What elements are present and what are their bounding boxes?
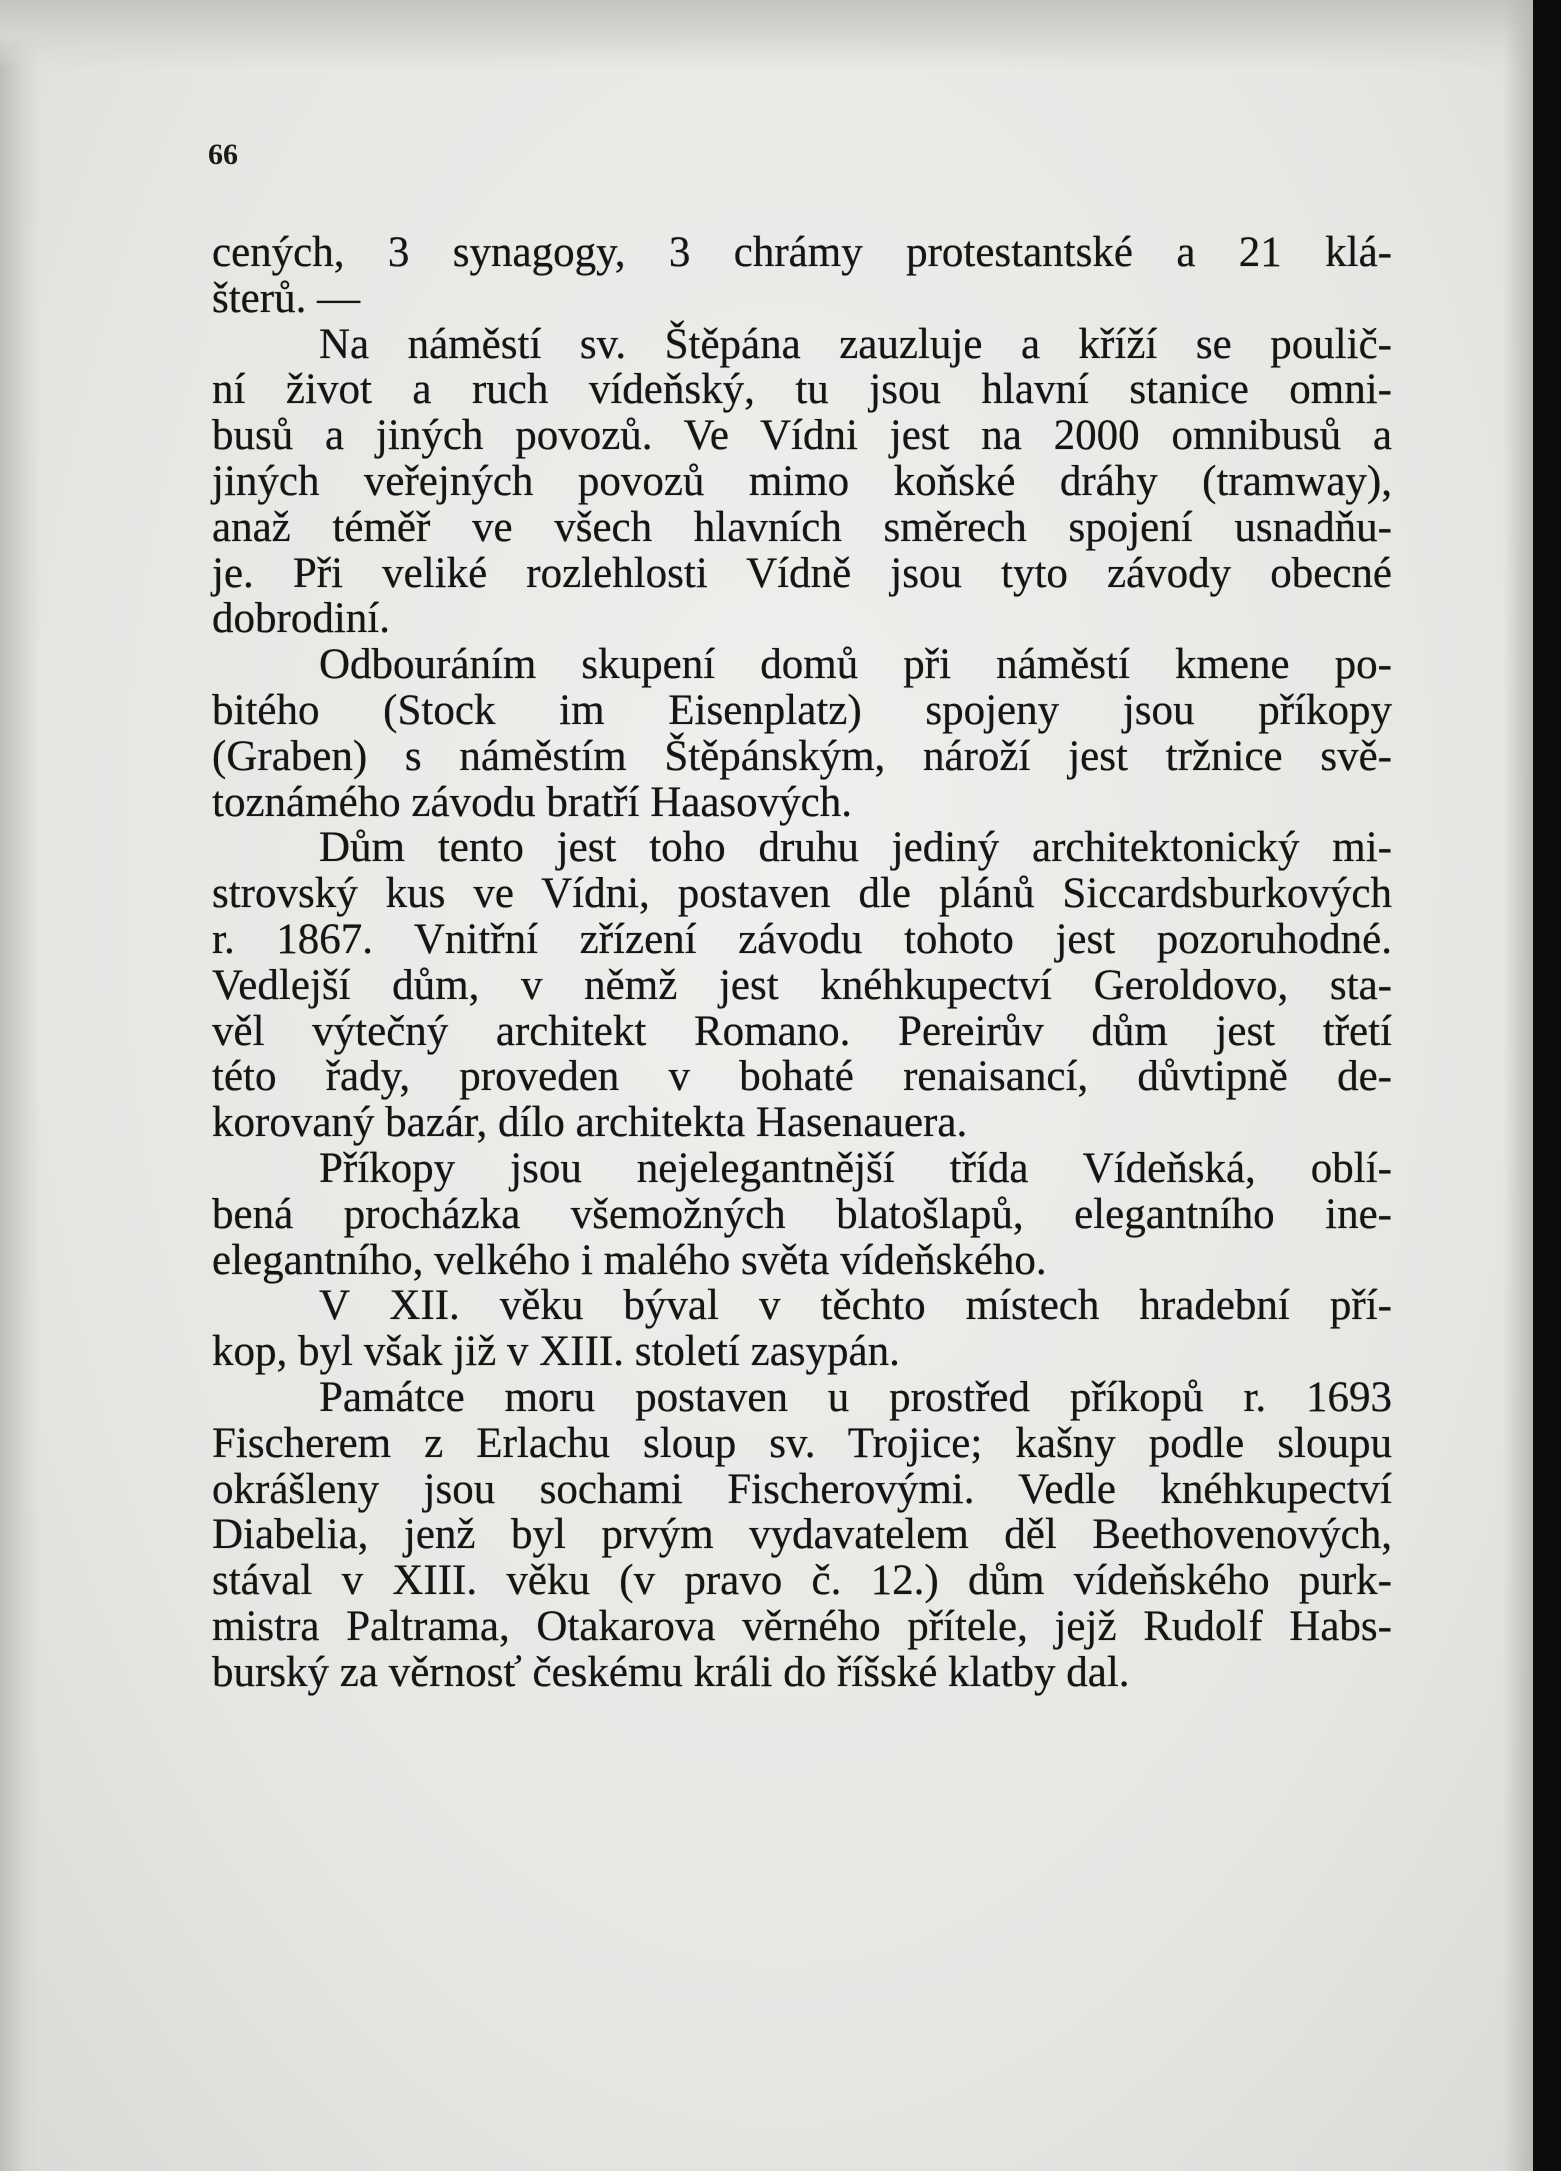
text-line: kop, byl však již v XIII. století zasypán. xyxy=(212,1328,900,1376)
paragraph-start-line: Památce moru postaven u prostřed příkopů r. 1693 xyxy=(319,1373,1392,1421)
text-line: mistra Paltrama, Otakarova věrného přítele, jejž Rudolf Habs- xyxy=(212,1602,1392,1650)
paragraph-start-line: Odbouráním skupení domů při náměstí kmene po- xyxy=(319,641,1392,689)
body-text xyxy=(212,230,1392,1696)
scan-edge-left xyxy=(0,0,40,2171)
text-line: jiných veřejných povozů mimo koňské dráhy (tramway), xyxy=(212,457,1392,505)
text-line: stával v XIII. věku (v pravo č. 12.) dům vídeňského purk- xyxy=(212,1557,1392,1605)
paragraph-start-line: Příkopy jsou nejelegantnější třída Vídeňská, oblí- xyxy=(319,1144,1392,1192)
text-line: burský za věrnosť českému králi do říšské klatby dal. xyxy=(212,1648,1130,1696)
text-line: šterů. — xyxy=(212,274,361,322)
text-line: Vedlejší dům, v němž jest knéhkupectví Geroldovo, sta- xyxy=(212,961,1392,1009)
scan-edge-shadow xyxy=(1503,0,1533,2171)
text-line: strovský kus ve Vídni, postaven dle plánů Siccardsburkových xyxy=(212,870,1392,918)
text-line: cených, 3 synagogy, 3 chrámy protestantské a 21 klá- xyxy=(212,229,1392,276)
text-line: ní život a ruch vídeňský, tu jsou hlavní stanice omni- xyxy=(212,366,1392,414)
text-line: věl výtečný architekt Romano. Pereirův dům jest třetí xyxy=(212,1007,1392,1055)
scan-edge-right xyxy=(1533,0,1561,2171)
text-line: bená procházka všemožných blatošlapů, elegantního ine- xyxy=(212,1190,1392,1238)
text-line: elegantního, velkého i malého světa vídeňského. xyxy=(212,1236,1047,1284)
text-line: korovaný bazár, dílo architekta Hasenauera. xyxy=(212,1099,968,1147)
text-line: busů a jiných povozů. Ve Vídni jest na 2000 omnibusů a xyxy=(212,412,1392,460)
paragraph-start-line: Dům tento jest toho druhu jediný architektonický mi- xyxy=(319,824,1392,872)
paragraph-start-line: Na náměstí sv. Štěpána zauzluje a kříží se poulič- xyxy=(319,320,1392,368)
text-line: je. Při veliké rozlehlosti Vídně jsou tyto závody obecné xyxy=(212,549,1392,597)
paragraph-start-line: V XII. věku býval v těchto místech hradební pří- xyxy=(319,1282,1392,1330)
text-line: (Graben) s náměstím Štěpánským, nároží jest tržnice svě- xyxy=(212,732,1392,780)
text-line: dobrodiní. xyxy=(212,595,390,643)
text-line: r. 1867. Vnitřní zřízení závodu tohoto jest pozoruhodné. xyxy=(212,915,1392,963)
text-line: Fischerem z Erlachu sloup sv. Trojice; kašny podle sloupu xyxy=(212,1419,1392,1467)
scan-edge-top xyxy=(0,0,1561,70)
text-line: této řady, proveden v bohaté renaisancí, důvtipně de- xyxy=(212,1053,1392,1101)
text-line: Diabelia, jenž byl prvým vydavatelem děl Beethovenových, xyxy=(212,1511,1392,1559)
page-number: 66 xyxy=(208,138,238,171)
text-line: bitého (Stock im Eisenplatz) spojeny jsou příkopy xyxy=(212,686,1392,734)
text-line: okrášleny jsou sochami Fischerovými. Vedle knéhkupectví xyxy=(212,1465,1392,1513)
text-line: toznámého závodu bratří Haasových. xyxy=(212,778,852,826)
text-line: anaž téměř ve všech hlavních směrech spojení usnadňu- xyxy=(212,503,1392,551)
